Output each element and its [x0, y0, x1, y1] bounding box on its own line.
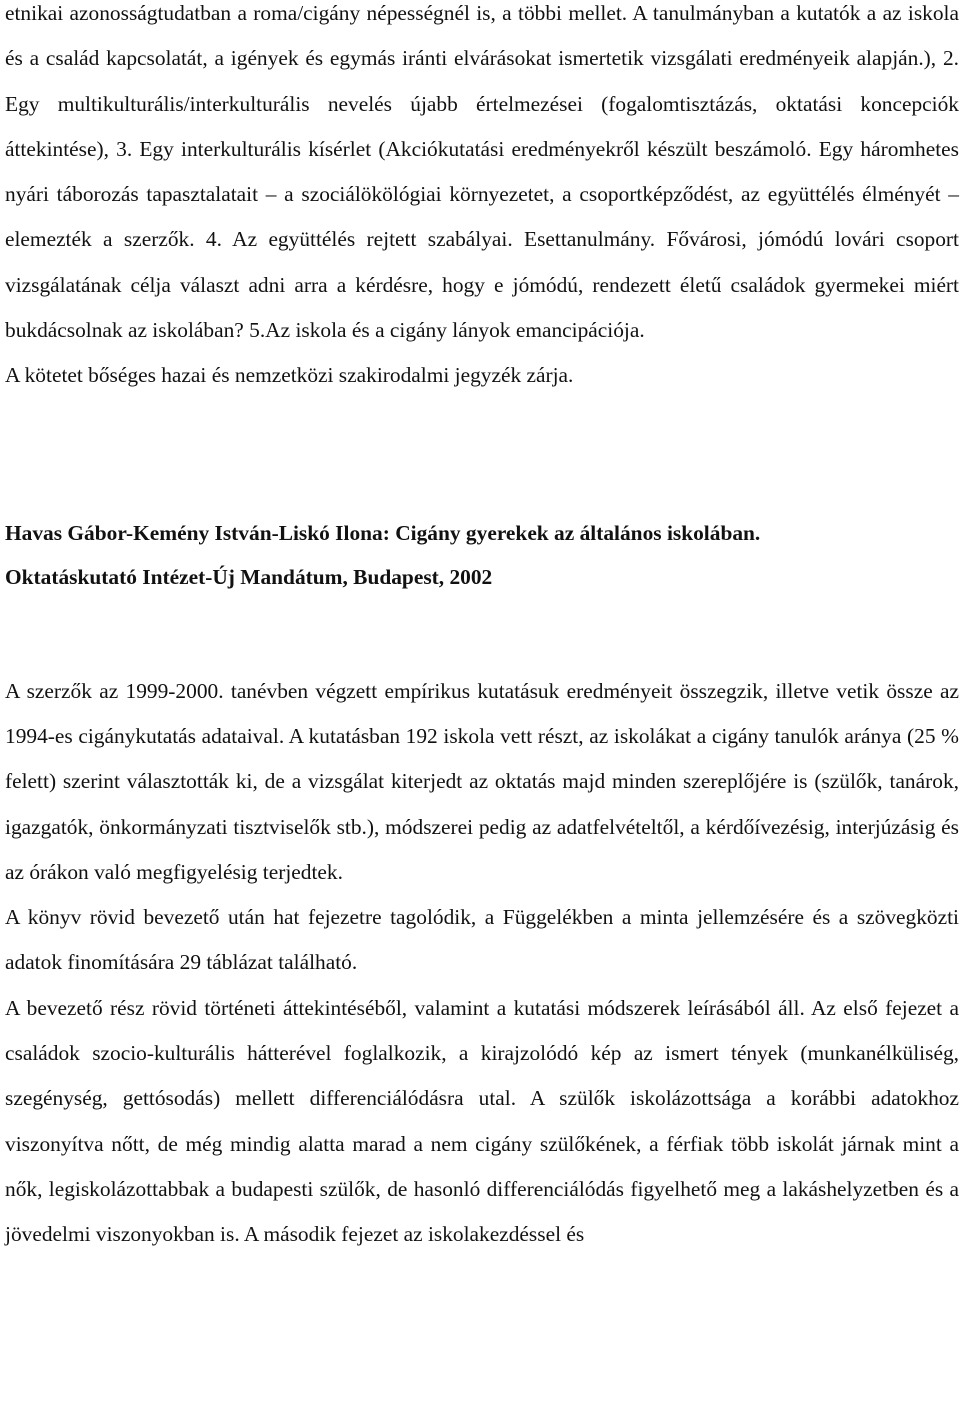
section-gap — [5, 599, 959, 669]
closing-line: A kötetet bőséges hazai és nemzetközi szakirodalmi jegyzék zárja. — [5, 363, 574, 388]
body-paragraph-3: A bevezető rész rövid történeti áttekintéséből, valamint a kutatási módszerek leírásából áll. Az első fejezet a családok szocio-kulturális hátterével foglalkozik, a kirajzolódó kép az ismert tények (munkanélküliség, szegénység, gettósodás) mellett differenciálódásra utal. A szülők iskolázottsága a korábbi adatokhoz viszonyítva nőtt, de még mindig alatta marad a nem cigány szülőkének, a férfiak több iskolát járnak mint a nők, legiskolázottabbak a budapesti szülők, de hasonló differenciálódás figyelhető meg a lakáshelyzetben és a jövedelmi viszonyokban is. A második fejezet az iskolakezdéssel és — [5, 995, 959, 1247]
book-heading-line-2: Oktatáskutató Intézet-Új Mandátum, Budapest, 2002 — [5, 564, 493, 589]
intro-paragraph: etnikai azonosságtudatban a roma/cigány népességnél is, a többi mellet. A tanulmányban a kutatók a az iskola és a család kapcsolatát, a igények és egymás iránti elvárásokat ismertetik vizsgálati eredményeik alapján.), 2. Egy multikulturális/interkulturális nevelés újabb értelmezései (fogalomtisztázás, oktatási koncepciók áttekintése), 3. Egy interkulturális kísérlet (Akciókutatási eredményekről készült beszámoló. Egy háromhetes nyári táborozás tapasztalatait – a szociálökölógiai környezetet, a csoportképződést, az együttélés élményét – elemezték a szerzők. 4. Az együttélés rejtett szabályai. Esettanulmány. Fővárosi, jómódú lovári csoport vizsgálatának célja választ adni arra a kérdésre, hogy e jómódú, rendezett életű családok gyermekei miért bukdácsolnak az iskolában? 5.Az iskola és a cigány lányok emancipációja. — [5, 1, 959, 343]
book-heading — [5, 511, 959, 599]
section-gap — [5, 399, 959, 511]
document-page — [5, 0, 959, 1258]
book-heading-line-1: Havas Gábor-Kemény István-Liskó Ilona: Cigány gyerekek az általános iskolában. — [5, 520, 761, 545]
body-paragraph-2: A könyv rövid bevezető után hat fejezetre tagolódik, a Függelékben a minta jellemzésére és a szövegközti adatok finomítására 29 táblázat található. — [5, 905, 959, 975]
body-paragraph-1: A szerzők az 1999-2000. tanévben végzett empírikus kutatásuk eredményeit összegzik, illetve vetik össze az 1994-es cigánykutatás adataival. A kutatásban 192 iskola vett részt, az iskolákat a cigány tanulók aránya (25 % felett) szerint választották ki, de a vizsgálat kiterjedt az oktatás majd minden szereplőjére is (szülők, tanárok, igazgatók, önkormányzati tisztviselők stb.), módszerei pedig az adatfelvételtől, a kérdőívezésig, interjúzásig és az órákon való megfigyelésig terjedtek. — [5, 678, 959, 884]
